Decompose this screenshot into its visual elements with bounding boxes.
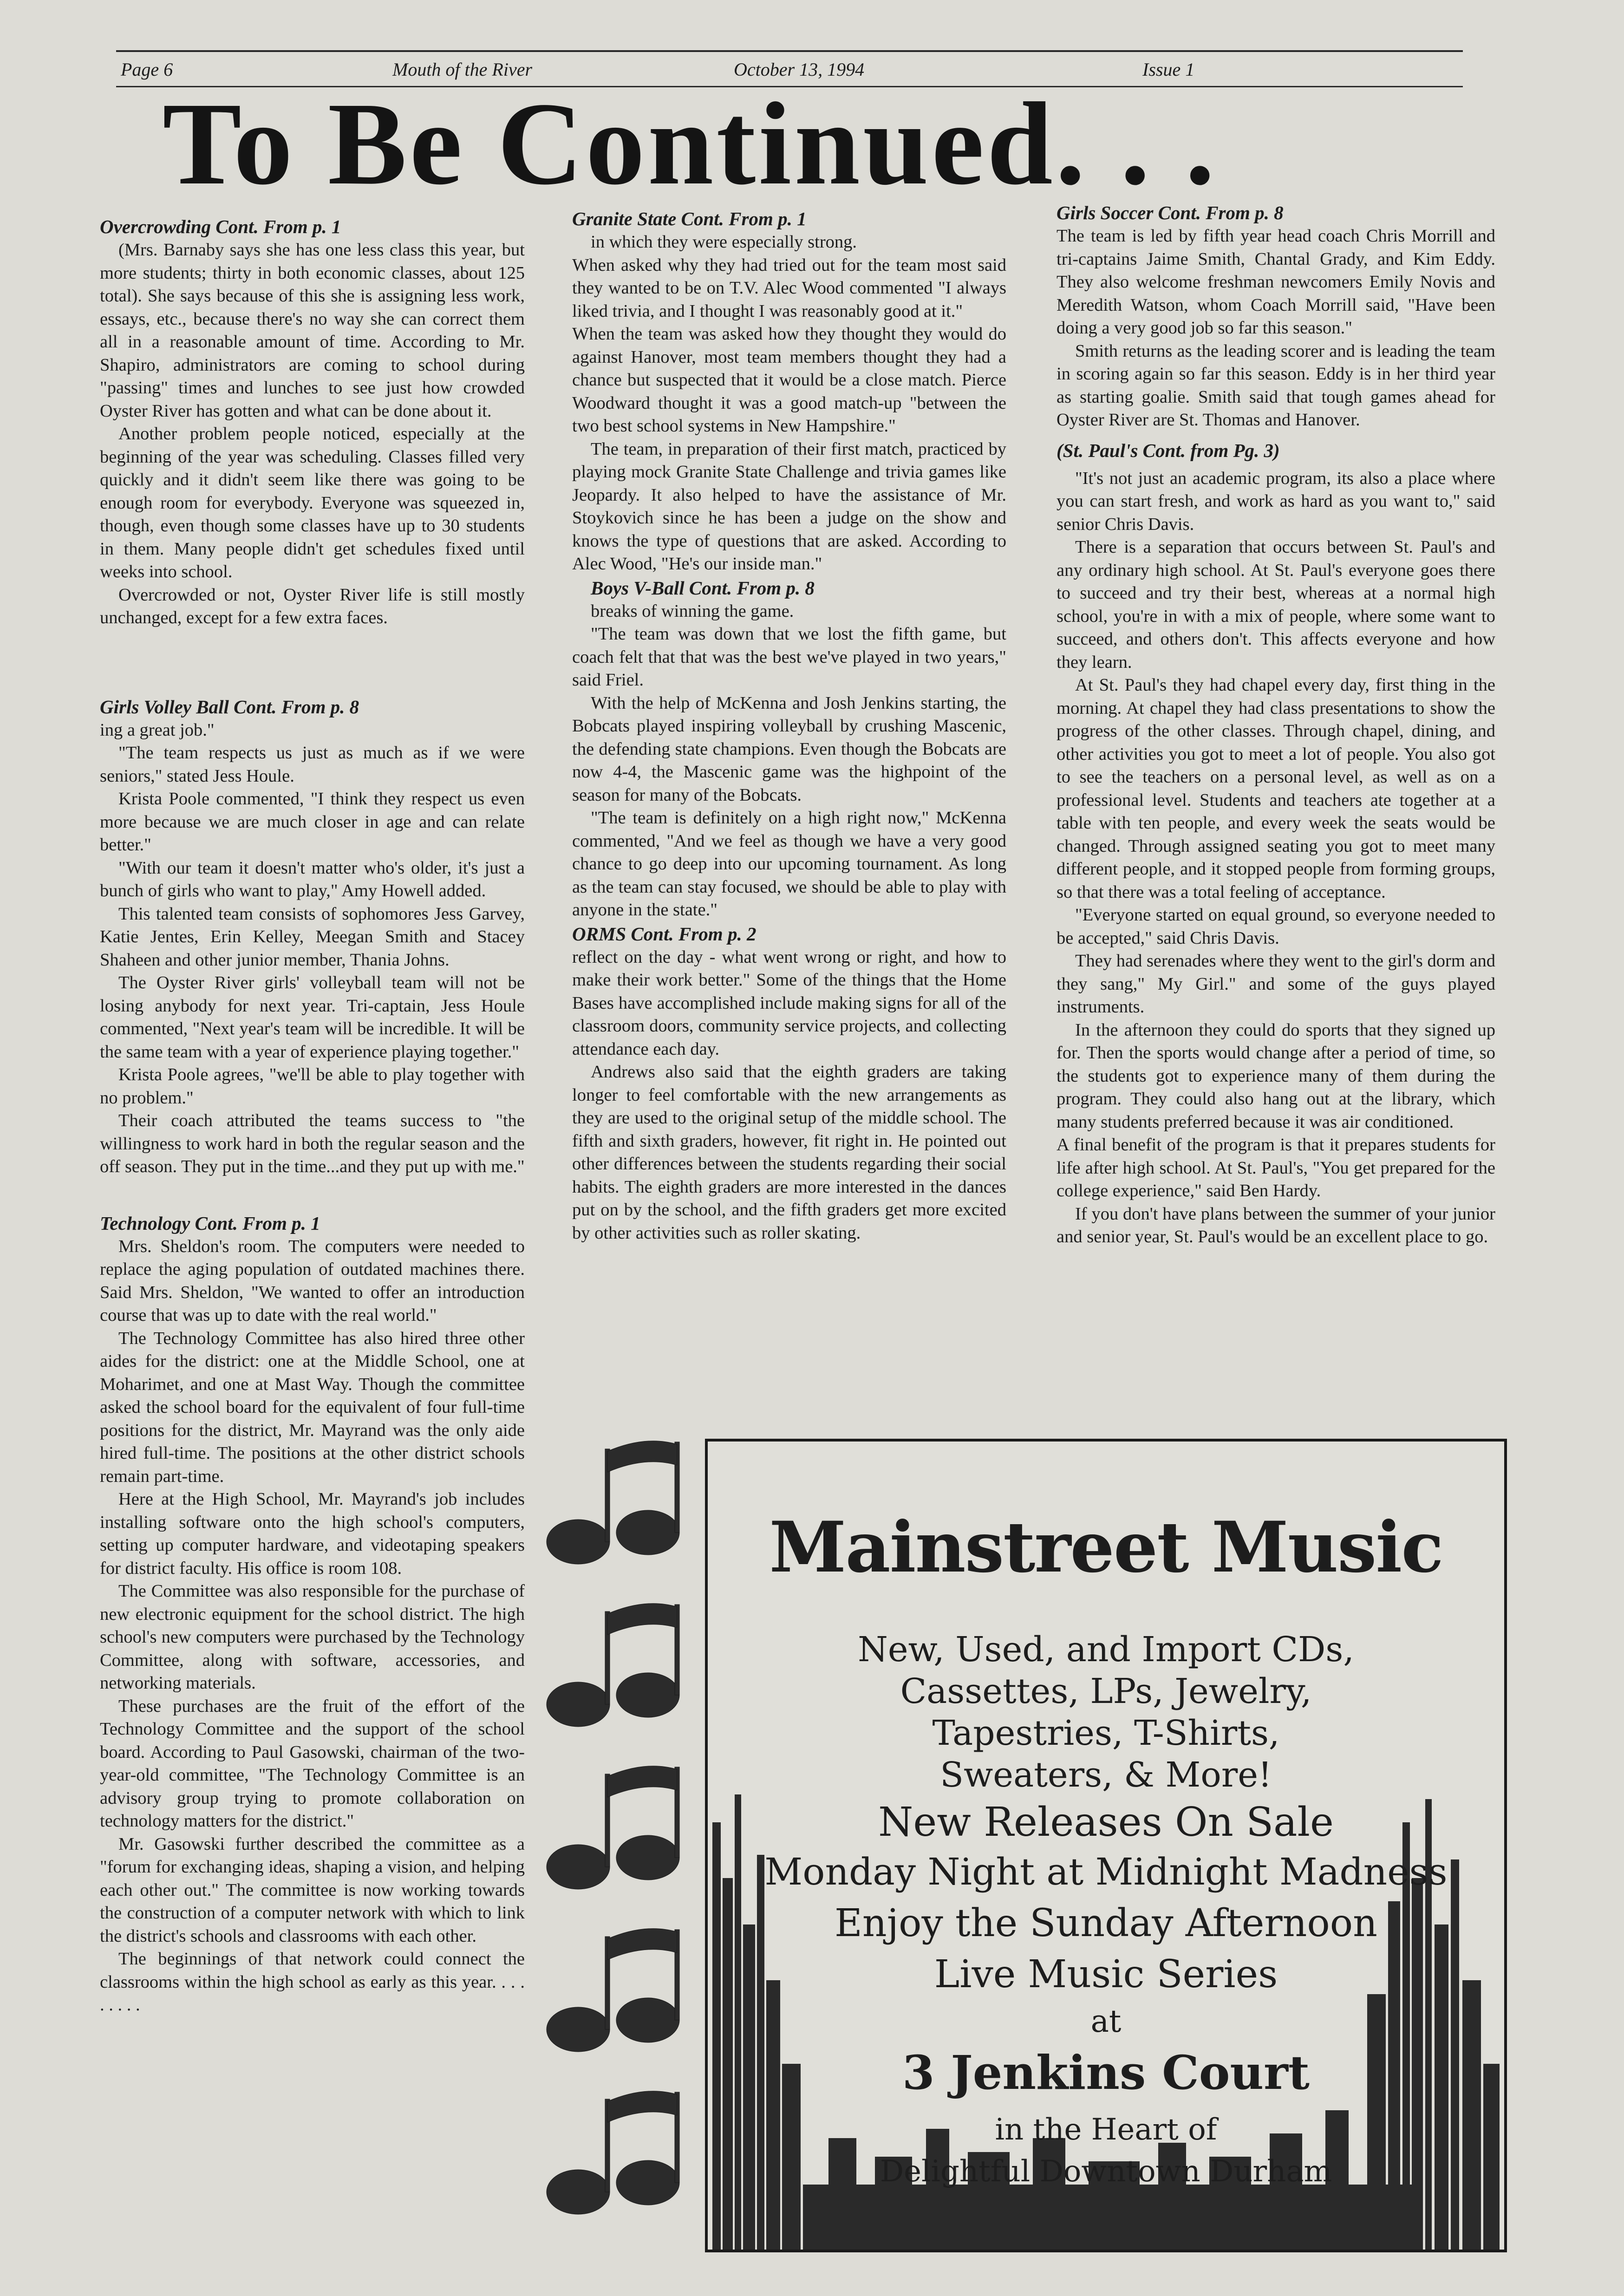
column-2 [572, 207, 1006, 1245]
article-paragraph: Krista Poole commented, "I think they respect us even more because we are much closer in age and can relate better." [100, 789, 525, 854]
article-paragraph: When the team was asked how they thought they would do against Hanover, most team members thought they had a chance but suspected that it would be a close match. Pierce Woodward thought it was a good match-up "between the two best school systems in New Hampshire." [572, 324, 1006, 436]
ad-text: Enjoy the Sunday Afternoon [835, 1901, 1377, 1945]
article-heading: Boys V-Ball Cont. From p. 8 [591, 577, 815, 599]
article-paragraph: The Oyster River girls' volleyball team will not be losing anybody for next year. Tri-captain, Jess Houle commented, "Next year's team will be incredible. It will be the same team with a year of experience playing together." [100, 973, 525, 1062]
ad-title: Mainstreet Music [769, 1507, 1443, 1588]
ad-text: Cassettes, LPs, Jewelry, [900, 1671, 1312, 1711]
music-note-icon [547, 2091, 679, 2214]
music-notes-illustration [543, 1440, 697, 2257]
column-1 [100, 215, 525, 2017]
music-note-icon [547, 1441, 679, 1564]
article-paragraph: Their coach attributed the teams success to "the willingness to work hard in both the regular season and the off season. They put in the time...and they put up with me." [100, 1111, 525, 1176]
article-paragraph: These purchases are the fruit of the effort of the Technology Committee and the support of the school board. According to Paul Gasowski, chairman of the two-year-old committee, "The Technology Committee is an advisory group trying to promote collaboration on technology matters for the district." [100, 1696, 525, 1831]
ad-text: Sweaters, & More! [940, 1755, 1272, 1795]
ad-text: Monday Night at Midnight Madness [764, 1850, 1448, 1893]
article-heading: ORMS Cont. From p. 2 [572, 923, 757, 945]
ad-text: Delightful Downtown Durham [880, 2154, 1332, 2189]
article-paragraph: This talented team consists of sophomores Jess Garvey, Katie Jentes, Erin Kelley, Meegan Smith and Stacey Shaheen and other junior member, Thania Johns. [100, 904, 525, 970]
article-paragraph: Another problem people noticed, especially at the beginning of the year was scheduling. Classes filled very quickly and it didn't seem like there was going to be enough room for everybody. Everyone was squeezed in, though, even though some classes have up to 30 students in them. Many people didn't get schedules fixed until weeks into school. [100, 424, 525, 581]
ad-text: New Releases On Sale [878, 1799, 1334, 1846]
article-paragraph: They had serenades where they went to the girl's dorm and they sang," My Girl." and some of the guys played instruments. [1057, 951, 1495, 1017]
article-paragraph: Smith returns as the leading scorer and is leading the team in scoring again so far this season. Eddy is in her third year as starting goalie. Smith said that tough games ahead for Oyster River are St. Thomas and Hanover. [1057, 341, 1495, 430]
article-paragraph: Mr. Gasowski further described the committee as a "forum for exchanging ideas, shaping a vision, and helping each other out." The committee is now working towards the construction of a computer network with which to link the district's schools and classrooms with each other. [100, 1834, 525, 1946]
article-paragraph: reflect on the day - what went wrong or right, and how to make their work better." Some of the things that the Home Bases have accomplished include making signs for all of the classroom doors, community service projects, and collecting attendance each day. [572, 947, 1006, 1059]
ad-text: in the Heart of [995, 2113, 1217, 2147]
ad-text: New, Used, and Import CDs, [858, 1630, 1354, 1670]
music-note-icon [547, 1766, 679, 1889]
top-rule [116, 50, 1463, 52]
article-paragraph: A final benefit of the program is that it prepares students for life after high school. At St. Paul's, "You get prepared for the college experience," said Ben Hardy. [1057, 1135, 1495, 1200]
issue-number: Issue 1 [1142, 59, 1195, 80]
article-paragraph: Krista Poole agrees, "we'll be able to play together with no problem." [100, 1065, 525, 1108]
article-paragraph: (Mrs. Barnaby says she has one less class this year, but more students; thirty in both economic classes, about 125 total). She says because of this she is assigning less work, essays, etc., because there's no way she can correct them all in a reasonable amount of time. According to Mr. Shapiro, administrators are coming to school during "passing" times and lunches to see just how crowded Oyster River has gotten and what can be done about it. [100, 240, 525, 421]
article-heading: Girls Soccer Cont. From p. 8 [1057, 202, 1284, 223]
article-paragraph: in which they were especially strong. [591, 232, 857, 252]
column-3 [1057, 201, 1495, 1249]
article-paragraph: The Technology Committee has also hired three other aides for the district: one at the Middle School, one at Moharimet, and one at Mast Way. Though the committee asked the school board for the equivalent of four full-time positions for the district, Mr. Mayrand was the only aide hired full-time. The positions at the other district schools remain part-time. [100, 1328, 525, 1486]
article-paragraph: "Everyone started on equal ground, so everyone needed to be accepted," said Chris Davis. [1057, 905, 1495, 948]
article-paragraph: Andrews also said that the eighth graders are taking longer to feel comfortable with the new arrangements as they are used to the original setup of the middle school. The fifth and sixth graders, however, fit right in. He pointed out other differences between the students regarding their social habits. The eighth graders are more interested in the dances put on by the school, and the fifth graders get more excited by other activities such as roller skating. [572, 1062, 1006, 1243]
ad-address: 3 Jenkins Court [902, 2045, 1310, 2100]
article-paragraph: Here at the High School, Mr. Mayrand's job includes installing software onto the high school's computers, setting up computer hardware, and videotaping speakers for district faculty. His office is room 108. [100, 1489, 525, 1578]
article-paragraph: At St. Paul's they had chapel every day, first thing in the morning. At chapel they had class presentations to show the progress of the other classes. Through chapel, dining, and other activities you got to meet a lot of people. You also got to see the teachers on a personal level, as well as on a professional level. Students and teachers ate together at a table with ten people, and every week the seats would be changed. Through assigned seating you got to meet many different people, and it stopped people from forming groups, so that there was a total feeling of acceptance. [1057, 675, 1495, 902]
page-banner: To Be Continued. . . [163, 78, 1218, 209]
article-paragraph: In the afternoon they could do sports that they signed up for. Then the sports would change after a period of time, so the students got to experience many of them during the program. They could also hang out at the library, which many students preferred because it was air conditioned. [1057, 1020, 1495, 1132]
article-paragraph: breaks of winning the game. [591, 601, 794, 621]
article-paragraph: ing a great job." [100, 720, 215, 740]
article-paragraph: Mrs. Sheldon's room. The computers were needed to replace the aging population of outdated machines there. Said Mrs. Sheldon, "We wanted to offer an introduction course that was up to date with the real world." [100, 1236, 525, 1325]
ad-text: at [1090, 2003, 1122, 2039]
issue-date: October 13, 1994 [734, 59, 865, 80]
article-paragraph: "The team is definitely on a high right now," McKenna commented, "And we feel as though we have a very good chance to go deep into our upcoming tournament. As long as the team can stay focused, we should be able to play with anyone in the state." [572, 808, 1006, 920]
article-paragraph: The team is led by fifth year head coach Chris Morrill and tri-captains Jaime Smith, Chantal Grady, and Kim Eddy. They also welcome freshman newcomers Emily Novis and Meredith Watson, whom Coach Morrill said, "Have been doing a very good job so far this season." [1057, 226, 1495, 338]
article-paragraph: "With our team it doesn't matter who's older, it's just a bunch of girls who want to play," Amy Howell added. [100, 858, 525, 900]
article-paragraph: "The team respects us just as much as if we were seniors," stated Jess Houle. [100, 743, 525, 786]
ad-text: Live Music Series [934, 1952, 1278, 1996]
article-paragraph: When asked why they had tried out for the team most said they wanted to be on T.V. Alec Wood commented "I always liked trivia, and I thought I was reasonably good at it." [572, 255, 1006, 321]
article-paragraph: Overcrowded or not, Oyster River life is still mostly unchanged, except for a few extra faces. [100, 585, 525, 627]
mainstreet-music-ad [705, 1439, 1507, 2252]
article-paragraph: There is a separation that occurs between St. Paul's and any ordinary high school. At St. Paul's everyone goes there to succeed and try their best, whereas at a normal high school, you're in with a mix of people, where some want to succeed, and others don't. This affects everyone and how they learn. [1057, 537, 1495, 672]
article-paragraph: The Committee was also responsible for the purchase of new electronic equipment for the school district. The high school's new computers were purchased by the Technology Committee, along with software, accessories, and networking materials. [100, 1581, 525, 1693]
paper-name: Mouth of the River [392, 59, 533, 80]
article-heading: Girls Volley Ball Cont. From p. 8 [100, 696, 359, 718]
article-heading: Technology Cont. From p. 1 [100, 1212, 320, 1234]
article-heading: (St. Paul's Cont. from Pg. 3) [1057, 439, 1280, 461]
ad-text: Tapestries, T-Shirts, [932, 1713, 1280, 1753]
article-paragraph: If you don't have plans between the summer of your junior and senior year, St. Paul's would be an excellent place to go. [1057, 1204, 1495, 1246]
article-paragraph: "The team was down that we lost the fifth game, but coach felt that that was the best we've played in two years," said Friel. [572, 624, 1006, 690]
article-paragraph: The team, in preparation of their first match, practiced by playing mock Granite State Challenge and trivia games like Jeopardy. It also helped to have the assistance of Mr. Stoykovich since he has been a judge on the show and knows the type of questions that are asked. According to Alec Wood, "He's our inside man." [572, 439, 1006, 574]
article-heading: Granite State Cont. From p. 1 [572, 208, 807, 229]
article-heading: Overcrowding Cont. From p. 1 [100, 216, 341, 237]
music-note-icon [547, 1604, 679, 1727]
music-note-icon [547, 1929, 679, 2052]
article-paragraph: "It's not just an academic program, its also a place where you can start fresh, and work as hard as you want to," said senior Chris Davis. [1057, 468, 1495, 534]
page-number: Page 6 [121, 59, 173, 80]
article-paragraph: With the help of McKenna and Josh Jenkins starting, the Bobcats played inspiring volleyball by crushing Mascenic, the defending state champions. Even though the Bobcats are now 4-4, the Mascenic game was the highpoint of the season for many of the Bobcats. [572, 693, 1006, 805]
article-paragraph: The beginnings of that network could connect the classrooms within the high school as early as this year. . . . . . . . . [100, 1949, 525, 2015]
